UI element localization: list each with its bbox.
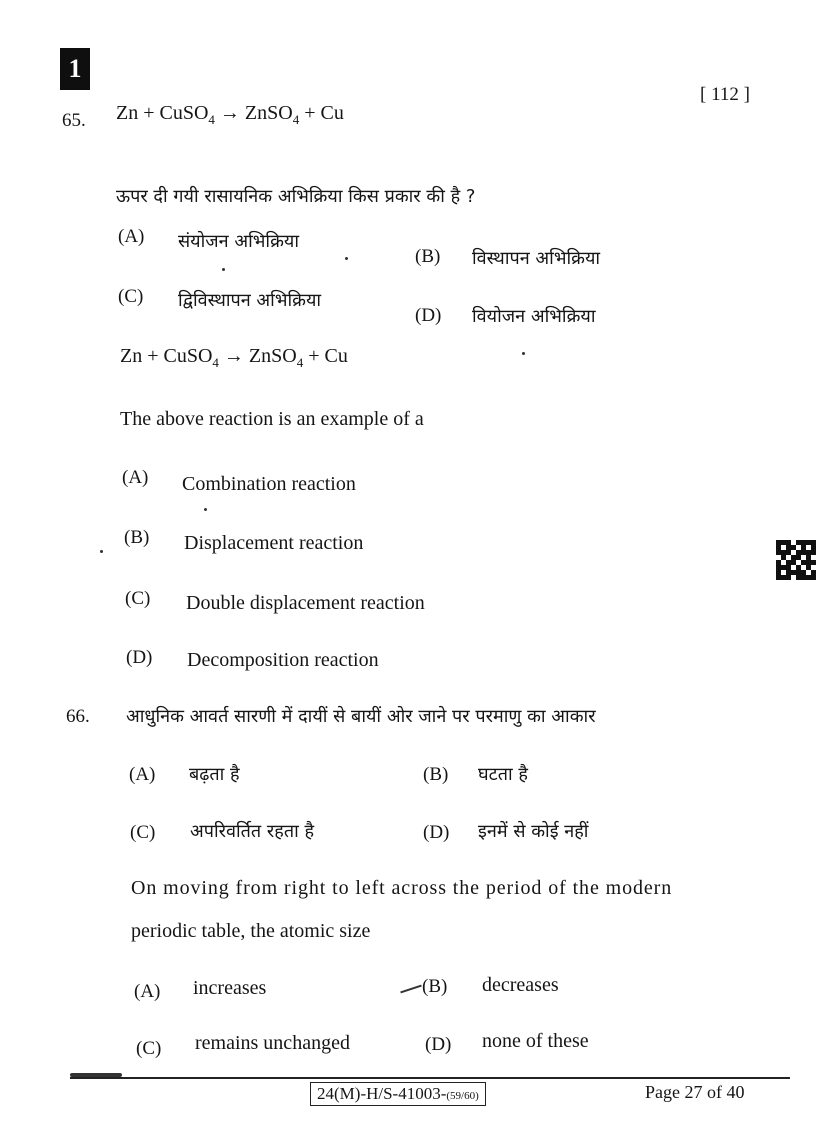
- q65-hindi-option-a-letter: (A): [118, 226, 145, 247]
- q65-hindi-option-c-letter: (C): [118, 286, 144, 307]
- speck: [522, 352, 525, 355]
- q65-hindi-option-d-text: वियोजन अभिक्रिया: [472, 306, 596, 327]
- q66-english-option-a-letter: (A): [134, 981, 161, 1002]
- paper-set-code: [ 112 ]: [700, 84, 750, 105]
- q66-hindi-option-c-letter: (C): [130, 822, 156, 843]
- q65-english-question: The above reaction is an example of a: [120, 408, 424, 430]
- q66-english-option-c-text: remains unchanged: [195, 1032, 350, 1054]
- page-number: Page 27 of 40: [645, 1082, 745, 1102]
- q66-hindi-option-d-letter: (D): [423, 822, 450, 843]
- q66-english-option-a-text: increases: [193, 977, 267, 999]
- q66-hindi-option-a-text: बढ़ता है: [189, 764, 240, 785]
- q66-english-option-d-letter: (D): [425, 1034, 452, 1055]
- q65-formula-bottom: Zn + CuSO$_4$ → ZnSO$_4$ + Cu: [120, 345, 348, 370]
- q66-hindi-option-b-letter: (B): [423, 764, 449, 785]
- q66-hindi-option-d-text: इनमें से कोई नहीं: [478, 821, 589, 842]
- q66-english-option-c-letter: (C): [136, 1038, 162, 1059]
- q66-english-option-b-letter: (B): [422, 976, 448, 997]
- q66-english-question-line1: On moving from right to left across the period of the modern: [131, 877, 673, 899]
- q66-english-option-b-text: decreases: [482, 974, 559, 996]
- q66-hindi-option-b-text: घटता है: [478, 764, 528, 785]
- speck: [204, 508, 207, 511]
- footer-rule: [70, 1077, 790, 1079]
- pen-tick-mark: [400, 985, 422, 994]
- q66-english-question-line2: periodic table, the atomic size: [131, 920, 371, 942]
- q65-english-option-c-letter: (C): [125, 588, 151, 609]
- page-corner-badge: 1: [60, 48, 90, 90]
- q65-english-option-b-text: Displacement reaction: [184, 532, 364, 554]
- q66-hindi-option-a-letter: (A): [129, 764, 156, 785]
- speck: [100, 550, 103, 553]
- q65-hindi-option-a-text: संयोजन अभिक्रिया: [178, 231, 299, 252]
- q65-hindi-option-b-text: विस्थापन अभिक्रिया: [472, 248, 601, 269]
- speck: [345, 257, 348, 260]
- question-65-number: 65.: [62, 110, 86, 131]
- speck: [222, 268, 225, 271]
- q65-english-option-c-text: Double displacement reaction: [186, 592, 425, 614]
- q65-english-option-d-text: Decomposition reaction: [187, 649, 379, 671]
- q65-english-option-d-letter: (D): [126, 647, 153, 668]
- q65-formula-top: Zn + CuSO$_4$ → ZnSO$_4$ + Cu: [116, 102, 344, 127]
- q65-english-option-a-letter: (A): [122, 467, 149, 488]
- q65-english-option-b-letter: (B): [124, 527, 150, 548]
- footer-paper-code: 24(M)-H/S-41003-(59/60): [310, 1082, 486, 1106]
- q65-english-option-a-text: Combination reaction: [182, 473, 356, 495]
- q65-hindi-option-b-letter: (B): [415, 246, 441, 267]
- question-66-number: 66.: [66, 706, 90, 727]
- q65-hindi-option-d-letter: (D): [415, 305, 442, 326]
- q66-hindi-option-c-text: अपरिवर्तित रहता है: [190, 821, 315, 842]
- qr-code: [776, 540, 816, 580]
- q66-hindi-question: आधुनिक आवर्त सारणी में दायीं से बायीं ओर जाने पर परमाणु का आकार: [126, 706, 596, 727]
- q66-english-option-d-text: none of these: [482, 1030, 589, 1052]
- q65-hindi-option-c-text: द्विविस्थापन अभिक्रिया: [178, 290, 322, 311]
- q65-hindi-question: ऊपर दी गयी रासायनिक अभिक्रिया किस प्रकार की है ?: [116, 186, 476, 207]
